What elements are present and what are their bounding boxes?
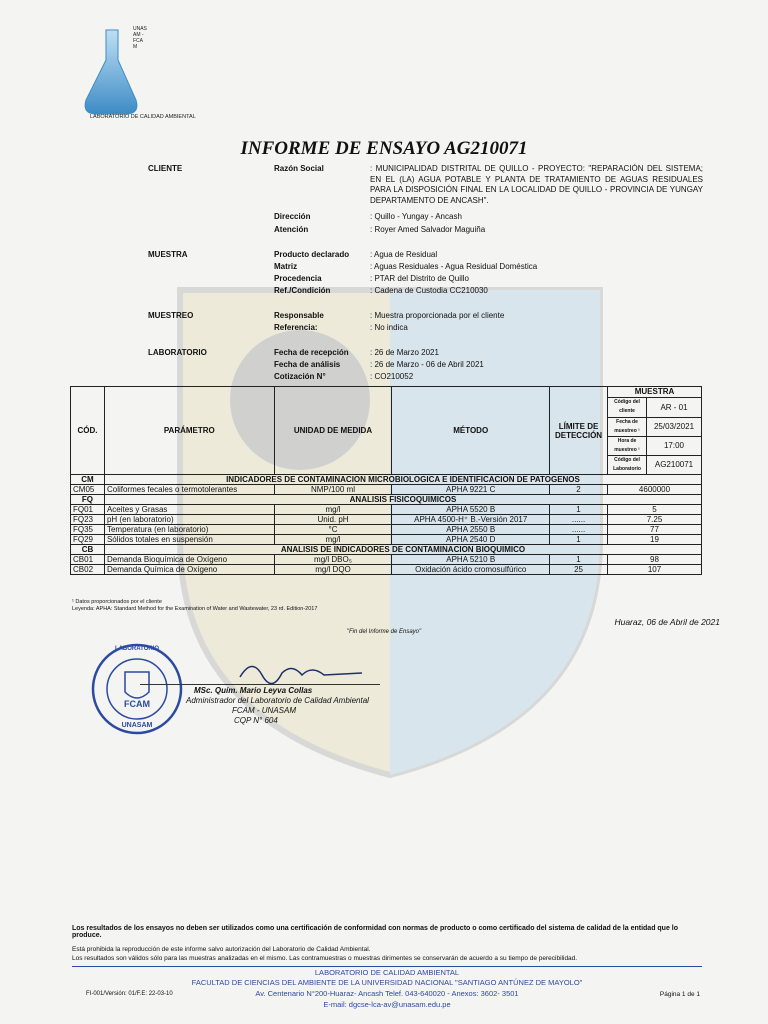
cell-cod: FQ35 (71, 525, 105, 535)
cell-value: 19 (608, 535, 702, 545)
cell-cod: CB01 (71, 555, 105, 565)
reference-label: Referencia: (274, 323, 318, 332)
cell-cod: FQ01 (71, 505, 105, 515)
cell-unit: mg/l (274, 505, 392, 515)
origin-label: Procedencia (274, 274, 322, 283)
lab-stamp (90, 642, 184, 736)
address-value: : Quillo - Yungay - Ancash (370, 212, 462, 221)
cell-value: 7.25 (608, 515, 702, 525)
cell-param: Temperatura (en laboratorio) (104, 525, 274, 535)
col-cod: CÓD. (71, 387, 105, 475)
footer-note-reproduction: Está prohibida la reproducción de este informe salvo autorización del Laboratorio de Calidad Ambiental. (72, 946, 371, 953)
group-code: FQ (71, 495, 105, 505)
cell-param: pH (en laboratorio) (104, 515, 274, 525)
muestra-info-value: 17:00 (647, 436, 701, 455)
cell-limit: 2 (550, 485, 608, 495)
stamp-bottom-text: UNASAM (121, 722, 153, 729)
cell-unit: Unid. pH (274, 515, 392, 525)
attention-value: : Royer Amed Salvador Maguiña (370, 225, 486, 234)
lab-logo (78, 22, 196, 132)
page-number: Página 1 de 1 (659, 991, 700, 998)
cell-limit: ...... (550, 515, 608, 525)
footer-faculty: FACULTAD DE CIENCIAS DEL AMBIENTE DE LA UNIVERSIDAD NACIONAL "SANTIAGO ANTÚNEZ DE MAYOLO" (191, 978, 583, 987)
handwritten-signature (232, 655, 372, 685)
group-title: INDICADORES DE CONTAMINACION MICROBIOLOGICA E IDENTIFICACION DE PATOGENOS (104, 475, 701, 485)
cell-method: APHA 2540 D (392, 535, 550, 545)
cell-cod: FQ23 (71, 515, 105, 525)
cell-value: 77 (608, 525, 702, 535)
origin-value: : PTAR del Distrito de Quillo (370, 274, 469, 283)
ref-label: Ref./Condición (274, 286, 331, 295)
cell-value: 107 (608, 565, 702, 575)
col-limit: LÍMITE DE DETECCIÓN (550, 387, 608, 475)
stamp-top-text: LABORATORIO (114, 646, 160, 652)
group-title: ANALISIS DE INDICADORES DE CONTAMINACION BIOQUIMICO (104, 545, 701, 555)
matrix-label: Matriz (274, 262, 298, 271)
reference-value: : No indica (370, 323, 408, 332)
footer-lab-name: LABORATORIO DE CALIDAD AMBIENTAL (314, 968, 460, 977)
sampling-heading: MUESTREO (148, 311, 194, 320)
cell-method: APHA 9221 C (392, 485, 550, 495)
col-param: PARÁMETRO (104, 387, 274, 475)
attention-label: Atención (274, 225, 309, 234)
cell-unit: °C (274, 525, 392, 535)
cell-param: Demanda Química de Oxígeno (104, 565, 274, 575)
quote-label: Cotización N° (274, 372, 326, 381)
place-date: Huaraz, 06 de Abril de 2021 (614, 617, 720, 627)
footer-address: Av. Centenario N°200-Huaraz- Ancash Telef. 043-640020 - Anexos: 3602- 3501 (255, 989, 519, 998)
table-row (71, 555, 702, 565)
reception-label: Fecha de recepción (274, 348, 349, 357)
ref-value: : Cadena de Custodia CC210030 (370, 286, 488, 295)
muestra-info-label: Fecha de muestreo ¹ (608, 417, 647, 436)
table-row (71, 485, 702, 495)
group-row (71, 545, 702, 555)
matrix-value: : Aguas Residuales - Agua Residual Doméstica (370, 262, 538, 271)
cell-method: APHA 5520 B (392, 505, 550, 515)
cell-limit: 25 (550, 565, 608, 575)
cell-param: Sólidos totales en suspensión (104, 535, 274, 545)
signature-line (140, 684, 380, 685)
muestra-info-label: Código del cliente (608, 398, 647, 417)
results-table (70, 386, 702, 575)
table-header-row (71, 387, 702, 475)
col-unit: UNIDAD DE MEDIDA (274, 387, 392, 475)
cell-value: 4600000 (608, 485, 702, 495)
cell-unit: mg/l DQO (274, 565, 392, 575)
note-client-data: ¹ Datos proporcionados por el cliente (72, 599, 162, 605)
cell-param: Demanda Bioquímica de Oxígeno (104, 555, 274, 565)
group-row (71, 475, 702, 485)
group-title: ANALISIS FISICOQUIMICOS (104, 495, 701, 505)
document-code: FI-001/Versión: 01/F.E: 22-03-10 (86, 991, 173, 997)
cell-cod: CB02 (71, 565, 105, 575)
table-row (71, 525, 702, 535)
signer-cqp: CQP N° 604 (234, 716, 278, 725)
logo-arc-text: LABORATORIO DE CALIDAD AMBIENTAL (90, 114, 196, 120)
analysis-value: : 26 de Marzo - 06 de Abril 2021 (370, 360, 484, 369)
address-label: Dirección (274, 212, 311, 221)
muestra-info-label: Código del Laboratorio (608, 455, 647, 474)
cell-method: APHA 2550 B (392, 525, 550, 535)
stamp-center-text: FCAM (124, 699, 150, 709)
cell-value: 5 (608, 505, 702, 515)
responsible-label: Responsable (274, 311, 324, 320)
lab-heading: LABORATORIO (148, 348, 207, 357)
client-value: : MUNICIPALIDAD DISTRITAL DE QUILLO - PROYECTO: "REPARACIÓN DEL SISTEMA; EN EL (LA) AGUA POTABLE Y PLANTA DE TRATAMIENTO DE AGUAS RESIDUALES PARA LA DISPOSICIÓN FINAL EN LA LOCALIDAD DE QUILLO - PROVINCIA DE YUNGAY DEPARTAMENTO DE ANCASH". (370, 164, 703, 205)
footer-divider (72, 966, 702, 967)
reception-value: : 26 de Marzo 2021 (370, 348, 439, 357)
footer-disclaimer: Los resultados de los ensayos no deben ser utilizados como una certificación de conformidad con normas de producto o como certificado del sistema de calidad de la entidad que lo produce. (72, 925, 679, 939)
end-of-report: "Fin del Informe de Ensayo" (346, 629, 422, 635)
signer-role: Administrador del Laboratorio de Calidad Ambiental (186, 696, 369, 705)
logo-side-text: UNASAM - FCAM (133, 26, 147, 50)
table-row (71, 535, 702, 545)
table-row (71, 515, 702, 525)
cell-cod: CM05 (71, 485, 105, 495)
muestra-title: MUESTRA (608, 387, 701, 398)
cell-cod: FQ29 (71, 535, 105, 545)
cell-limit: 1 (550, 555, 608, 565)
cell-param: Aceites y Grasas (104, 505, 274, 515)
footer-note-validity: Los resultados son válidos sólo para las muestras analizadas en el mismo. Las contramuestras o muestras dirimentes se conservarán de acuerdo a su tiempo de perecibilidad. (72, 955, 578, 962)
analysis-label: Fecha de análisis (274, 360, 341, 369)
cell-unit: mg/l DBO₅ (274, 555, 392, 565)
muestra-info-value: 25/03/2021 (647, 417, 701, 436)
cell-method: APHA 5210 B (392, 555, 550, 565)
sample-heading: MUESTRA (148, 250, 188, 259)
cell-method: APHA 4500-H⁺ B.-Versión 2017 (392, 515, 550, 525)
cell-param: Coliformes fecales o termotolerantes (104, 485, 274, 495)
signer-org: FCAM - UNASAM (232, 706, 296, 715)
muestra-info-label: Hora de muestreo ¹ (608, 436, 647, 455)
col-method: MÉTODO (392, 387, 550, 475)
group-code: CM (71, 475, 105, 485)
muestra-info-table (608, 398, 701, 474)
product-value: : Agua de Residual (370, 250, 438, 259)
responsible-value: : Muestra proporcionada por el cliente (370, 311, 505, 320)
group-code: CB (71, 545, 105, 555)
group-row (71, 495, 702, 505)
quote-value: : CO210052 (370, 372, 414, 381)
cell-method: Oxidación ácido cromosulfúrico (392, 565, 550, 575)
signer-name: MSc. Quím. Mario Leyva Collas (194, 686, 313, 695)
cell-limit: 1 (550, 505, 608, 515)
cell-limit: 1 (550, 535, 608, 545)
table-row (71, 505, 702, 515)
muestra-info-value: AG210071 (647, 455, 701, 474)
legend-note: Leyenda: APHA: Standard Method for the Examination of Water and Wastewater, 23 rd. Edition-2017 (72, 606, 318, 612)
report-title: INFORME DE ENSAYO AG210071 (240, 138, 528, 159)
cell-value: 98 (608, 555, 702, 565)
cell-limit: ...... (550, 525, 608, 535)
table-row (71, 565, 702, 575)
client-heading: CLIENTE (148, 164, 183, 173)
col-muestra (608, 387, 702, 475)
cell-unit: mg/l (274, 535, 392, 545)
client-label: Razón Social (274, 164, 324, 173)
cell-unit: NMP/100 ml (274, 485, 392, 495)
muestra-info-value: AR - 01 (647, 398, 701, 417)
product-label: Producto declarado (274, 250, 350, 259)
footer-email: E-mail: dgcse-lca-av@unasam.edu.pe (323, 1000, 451, 1009)
